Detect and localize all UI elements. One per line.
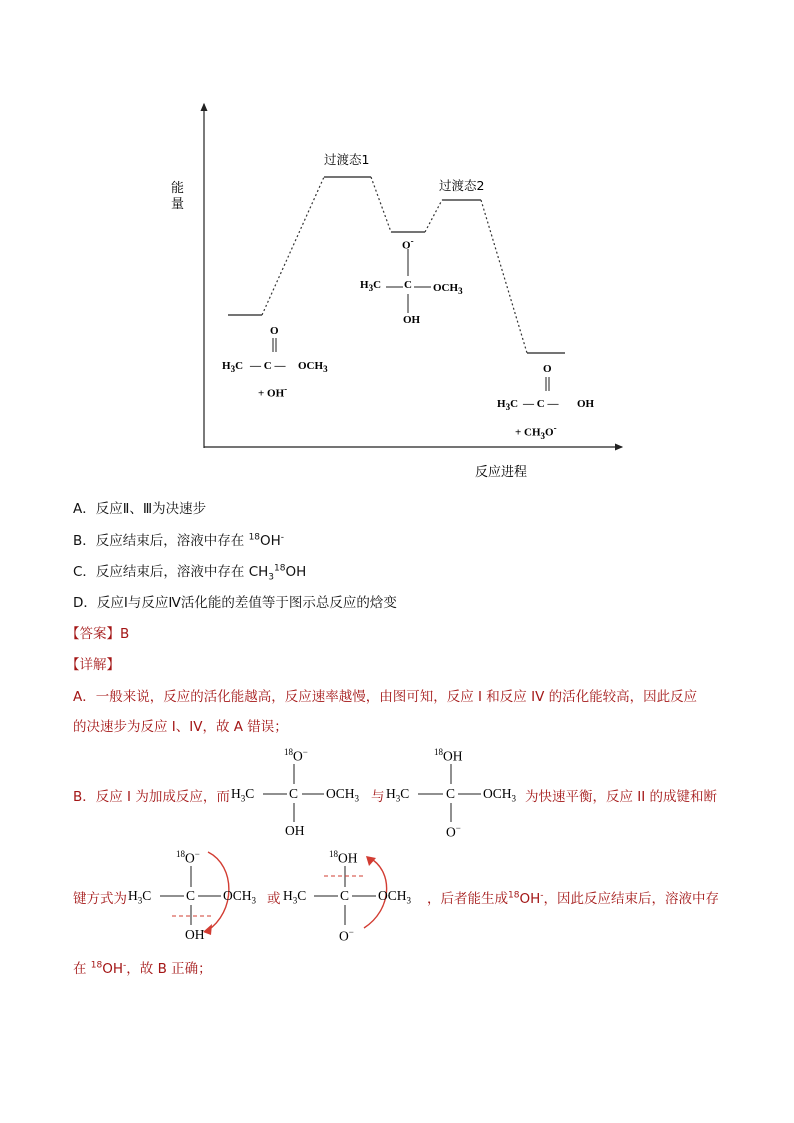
- intermediate-h3c: $H_3C$: [360, 279, 382, 294]
- detail-b-mid: 与: [371, 789, 385, 805]
- detail-b3: 在 $^{18}$OH-，故 B 正确；: [73, 960, 212, 977]
- mol3-och3: $OCH_3$: [223, 888, 257, 906]
- answer: 【答案】B: [66, 626, 130, 642]
- mol4-h3c: $H_3C$: [283, 888, 307, 906]
- product-o: O: [543, 363, 552, 375]
- mol1-och3: $OCH_3$: [326, 786, 360, 804]
- detail-label: 【详解】: [66, 657, 120, 673]
- ts2-label: 过渡态2: [439, 178, 485, 193]
- detail-a-line2: 的决速步为反应 I、IV，故 A 错误；: [73, 719, 288, 735]
- mol4-och3: $OCH_3$: [378, 888, 412, 906]
- y-axis-label-1: 能: [171, 181, 185, 196]
- detail-b2-pre: 键方式为: [73, 891, 127, 907]
- mol3-c: C: [186, 888, 196, 903]
- mol4-o: O−: [339, 927, 354, 944]
- option-c: C．反应结束后，溶液中存在 $CH_3^{18}OH$: [73, 563, 307, 583]
- product-plus-ch3o: + $CH_3O^-$: [515, 423, 557, 441]
- intermediate-o: O-: [402, 236, 414, 252]
- mol2-oh: $^{18}$OH: [434, 747, 463, 764]
- mol2-o: O−: [446, 823, 461, 840]
- option-d: D．反应Ⅰ与反应Ⅳ活化能的差值等于图示总反应的焓变: [73, 595, 397, 611]
- mol2-c: C: [446, 786, 456, 801]
- intermediate-oh: OH: [403, 314, 421, 326]
- reactant-c: — C —: [250, 360, 286, 372]
- reactant-plus-oh: + OH-: [258, 384, 288, 400]
- intermediate-c: C: [404, 279, 412, 291]
- product-h3c: $H_3C$: [497, 398, 519, 413]
- mol1-h3c: $H_3C$: [231, 786, 255, 804]
- detail-b-post: 为快速平衡，反应 II 的成键和断: [525, 789, 718, 805]
- detail-b2-or: 或: [267, 891, 281, 907]
- mol3-o: $^{18}$O−: [176, 849, 200, 866]
- detail-a-line1: A．一般来说，反应的活化能越高，反应速率越慢，由图可知，反应 I 和反应 IV 的活化能较高，因此反应: [73, 689, 698, 705]
- y-axis-label-2: 量: [171, 197, 185, 212]
- option-a: A．反应Ⅱ、Ⅲ为决速步: [73, 501, 207, 517]
- mol1-o: $^{18}$O−: [284, 747, 308, 764]
- mol2-och3: $OCH_3$: [483, 786, 517, 804]
- detail-b-pre: B．反应 I 为加成反应，而: [73, 789, 230, 805]
- product-c: — C —: [523, 398, 559, 410]
- intermediate-och3: $OCH_3$: [433, 282, 463, 297]
- detail-b2-post: ，后者能生成$^{18}$OH-，因此反应结束后，溶液中存: [427, 890, 719, 907]
- mol3-h3c: $H_3C$: [128, 888, 152, 906]
- product-oh: OH: [577, 398, 595, 410]
- reactant-h3c: $H_3C$: [222, 360, 244, 375]
- reactant-o: O: [270, 325, 279, 337]
- x-axis-label: 反应进程: [475, 465, 528, 480]
- mol1-c: C: [289, 786, 299, 801]
- mol3-oh: OH: [185, 927, 205, 942]
- option-b: B．反应结束后，溶液中存在 $^{18}$OH-: [73, 532, 285, 549]
- reactant-och3: $OCH_3$: [298, 360, 328, 375]
- mol2-h3c: $H_3C$: [386, 786, 410, 804]
- mol4-c: C: [340, 888, 350, 903]
- mol4-oh: $^{18}$OH: [329, 849, 358, 866]
- ts1-label: 过渡态1: [324, 152, 370, 167]
- mol1-oh: OH: [285, 823, 305, 838]
